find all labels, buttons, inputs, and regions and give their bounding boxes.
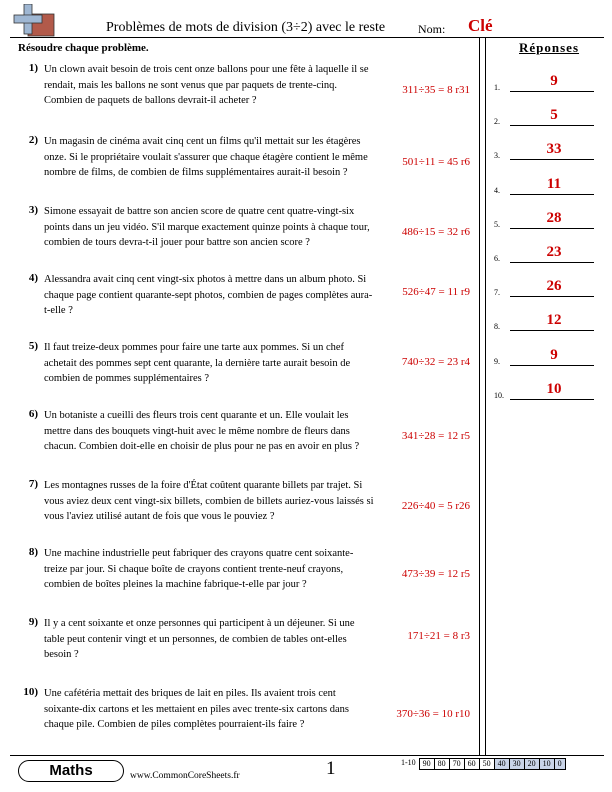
problem-item <box>0 478 480 542</box>
answer-line <box>510 194 594 195</box>
answer-line <box>510 296 594 297</box>
problem-solution: 171÷21 = 8 r3 <box>407 630 470 642</box>
answer-value: 23 <box>546 244 562 260</box>
problem-solution: 226÷40 = 5 r26 <box>401 500 470 512</box>
answer-row <box>494 243 594 263</box>
problem-number: 8) <box>28 546 38 558</box>
problem-text: Simone essayait de battre son ancien score de quatre cent quatre-vingt-six points dans un jeu vidéo. S'il marque exactement quinze points à chaque tour, combien de tours devra-t-il jouer pour battre son ancien score ? <box>44 206 370 249</box>
worksheet-title: Problèmes de mots de division (3÷2) avec le reste <box>106 20 386 35</box>
score-table <box>398 758 566 770</box>
answer-row <box>494 106 594 126</box>
score-cell: 10 <box>540 758 555 770</box>
score-cell: 40 <box>495 758 510 770</box>
answer-row <box>494 209 594 229</box>
problem-text: Un magasin de cinéma avait cinq cent un films qu'il mettait sur les étagères onze. Si le propriétaire voulait s'assurer que chaque étagère contient le même nombre de films, de combien de films supplémentaires aurait-il besoin ? <box>44 136 368 179</box>
problem-solution: 501÷11 = 45 r6 <box>402 156 470 168</box>
answer-number: 1. <box>494 83 500 92</box>
answer-number: 7. <box>494 288 500 298</box>
answer-line <box>510 262 594 263</box>
problem-item <box>0 272 480 336</box>
problem-text: Il y a cent soixante et onze personnes qui participent à un déjeuner. Si une table peut contenir vingt et un personnes, de combien de tables ont-elles besoin ? <box>44 618 355 661</box>
problem-number: 4) <box>28 272 38 284</box>
score-cell: 60 <box>465 758 480 770</box>
score-label: 1-10 <box>401 758 416 767</box>
answer-number: 2. <box>494 117 500 127</box>
problem-number: 7) <box>28 478 38 490</box>
answers-title: Réponses <box>519 40 580 55</box>
problem-number: 2) <box>28 134 38 146</box>
answer-line <box>510 330 594 331</box>
problem-item <box>0 62 480 126</box>
score-cell: 70 <box>450 758 465 770</box>
answer-line <box>510 125 594 126</box>
problem-solution: 526÷47 = 11 r9 <box>402 286 470 298</box>
problem-item <box>0 686 480 750</box>
problem-solution: 486÷15 = 32 r6 <box>401 226 470 238</box>
answer-number: 9. <box>494 356 500 366</box>
answer-row <box>494 72 594 92</box>
answer-value: 10 <box>546 380 562 397</box>
problem-item <box>0 204 480 268</box>
answer-number: 5. <box>494 219 500 229</box>
problem-item <box>0 134 480 198</box>
answer-number: 10. <box>494 390 504 400</box>
problem-number: 10) <box>23 686 38 698</box>
name-value: Clé <box>468 16 493 35</box>
problem-number: 5) <box>28 340 38 352</box>
problem-number: 6) <box>28 408 38 420</box>
problem-item <box>0 546 480 610</box>
subject-badge: Maths <box>18 760 124 782</box>
problem-text: Un botaniste a cueilli des fleurs trois cent quarante et un. Elle voulait les mettre dans des bouquets vingt-huit avec le même nombre de fleurs dans chacun. Combien doit-elle en choisir de plus pour ne pas en avoir en plus ? <box>44 410 360 453</box>
score-cell: 80 <box>435 758 450 770</box>
answer-line <box>510 365 594 366</box>
answer-line <box>510 399 594 400</box>
problem-solution: 473÷39 = 12 r5 <box>401 568 470 580</box>
column-divider-right <box>485 38 486 755</box>
score-cell: 30 <box>510 758 525 770</box>
answer-number: 3. <box>494 151 500 161</box>
answer-value: 9 <box>550 346 558 363</box>
answer-value: 26 <box>546 278 562 295</box>
problem-solution: 341÷28 = 12 r5 <box>401 430 470 442</box>
answer-value: 12 <box>546 312 562 329</box>
answer-row <box>494 346 594 366</box>
answer-row <box>494 277 594 297</box>
answer-line <box>510 228 594 229</box>
problem-solution: 740÷32 = 23 r4 <box>401 356 470 368</box>
problem-solution: 311÷35 = 8 r31 <box>402 84 470 96</box>
website-link[interactable]: www.CommonCoreSheets.fr <box>130 771 240 781</box>
answer-value: 33 <box>546 141 562 158</box>
answer-value: 11 <box>546 175 562 192</box>
score-cell: 90 <box>419 758 435 770</box>
problem-text: Une machine industrielle peut fabriquer des crayons quatre cent soixante-treize par jour. Si chaque boîte de crayons contient trente-neuf crayons, combien de boîtes pleines la machine fabrique-t-elle par jour ? <box>44 548 354 591</box>
problem-text: Alessandra avait cinq cent vingt-six photos à mettre dans un album photo. Si chaque page contient quarante-sept photos, combien de pages complètes aura-t-elle ? <box>44 274 373 317</box>
header-rule <box>10 37 604 38</box>
footer-rule <box>10 755 604 756</box>
answer-value: 28 <box>546 209 562 226</box>
problem-number: 3) <box>28 204 38 216</box>
answer-line <box>510 159 594 160</box>
problem-text: Il faut treize-deux pommes pour faire une tarte aux pommes. Si un chef achetait des pommes sept cent quarante, la dernière tarte aurait besoin de combien de pommes supplémentaires ? <box>44 342 351 385</box>
answer-number: 6. <box>494 254 500 263</box>
answer-value: 9 <box>550 73 558 89</box>
instructions: Résoudre chaque problème. <box>18 42 149 54</box>
problem-text: Les montagnes russes de la foire d'État coûtent quarante billets par trajet. Si vous aviez deux cent vingt-six billets, combien de billets auriez-vous laissés si vous l'aviez utilisé autant de fois que vous le pouviez ? <box>44 480 374 523</box>
answer-row <box>494 311 594 331</box>
problem-text: Un clown avait besoin de trois cent onze ballons pour une fête à laquelle il se rendait, mais les ballons ne sont venus que par paquets de trente-cinq. Combien de paquets de ballons devrait-il acheter ? <box>44 64 369 107</box>
answer-row <box>494 175 594 195</box>
problem-item <box>0 408 480 472</box>
problem-solution: 370÷36 = 10 r10 <box>396 708 470 720</box>
answer-row <box>494 380 594 400</box>
name-label: Nom: <box>418 22 446 36</box>
problem-item <box>0 616 480 680</box>
answer-number: 8. <box>494 322 500 332</box>
problem-item <box>0 340 480 404</box>
score-cell: 0 <box>555 758 566 770</box>
problem-number: 9) <box>28 616 38 628</box>
problem-number: 1) <box>28 62 38 74</box>
answer-row <box>494 140 594 160</box>
score-cell: 20 <box>525 758 540 770</box>
page-number: 1 <box>326 758 336 779</box>
answer-value: 5 <box>550 107 558 124</box>
problem-text: Une cafétéria mettait des briques de lait en piles. Ils avaient trois cent soixante-dix cartons et les mettaient en piles avec trente-six cartons dans chaque pile. Combien de piles complètes pourraient-ils faire ? <box>44 688 349 731</box>
answer-line <box>510 91 594 92</box>
score-cell: 50 <box>480 758 495 770</box>
worksheet-logo-icon <box>12 4 56 40</box>
answer-number: 4. <box>494 185 500 195</box>
